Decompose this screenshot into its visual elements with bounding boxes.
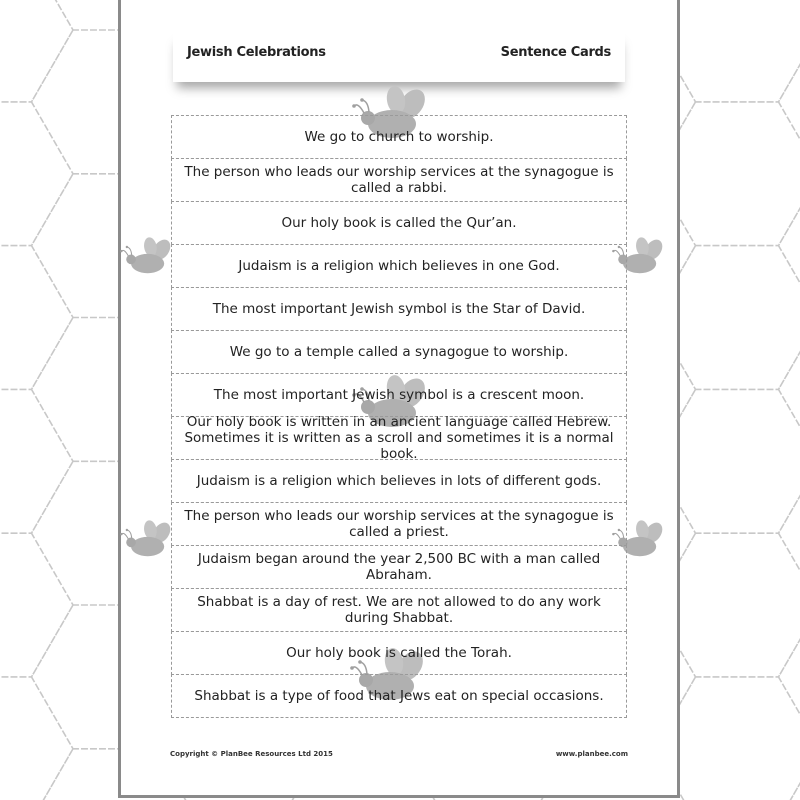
sentence-card[interactable]: Judaism began around the year 2,500 BC with a man called Abraham. <box>171 545 627 589</box>
sentence-card[interactable]: The most important Jewish symbol is a crescent moon. <box>171 373 627 417</box>
sentence-card[interactable]: Our holy book is called the Torah. <box>171 631 627 675</box>
sentence-card[interactable]: The most important Jewish symbol is the Star of David. <box>171 287 627 331</box>
worksheet-title: Jewish Celebrations <box>187 45 326 60</box>
bee-watermark-icon <box>120 237 178 279</box>
bee-watermark-icon <box>120 520 178 562</box>
sentence-card[interactable]: Our holy book is written in an ancient language called Hebrew. Sometimes it is written as a scroll and sometimes it is a normal book. <box>171 416 627 460</box>
worksheet-header <box>173 30 625 82</box>
sentence-card[interactable]: Shabbat is a type of food that Jews eat on special occasions. <box>171 674 627 718</box>
sentence-card[interactable]: Judaism is a religion which believes in lots of different gods. <box>171 459 627 503</box>
sentence-card[interactable]: The person who leads our worship services at the synagogue is called a rabbi. <box>171 158 627 202</box>
sentence-card[interactable]: Our holy book is called the Qur’an. <box>171 201 627 245</box>
sentence-card[interactable]: The person who leads our worship services at the synagogue is called a priest. <box>171 502 627 546</box>
copyright-notice: Copyright © PlanBee Resources Ltd 2015 <box>170 750 333 758</box>
worksheet-subtitle: Sentence Cards <box>500 45 611 60</box>
website-link[interactable]: www.planbee.com <box>555 750 628 758</box>
sentence-card[interactable]: We go to church to worship. <box>171 115 627 159</box>
sentence-card[interactable]: Judaism is a religion which believes in one God. <box>171 244 627 288</box>
sentence-card[interactable]: We go to a temple called a synagogue to worship. <box>171 330 627 374</box>
sentence-card-list <box>171 116 627 718</box>
sentence-card[interactable]: Shabbat is a day of rest. We are not allowed to do any work during Shabbat. <box>171 588 627 632</box>
